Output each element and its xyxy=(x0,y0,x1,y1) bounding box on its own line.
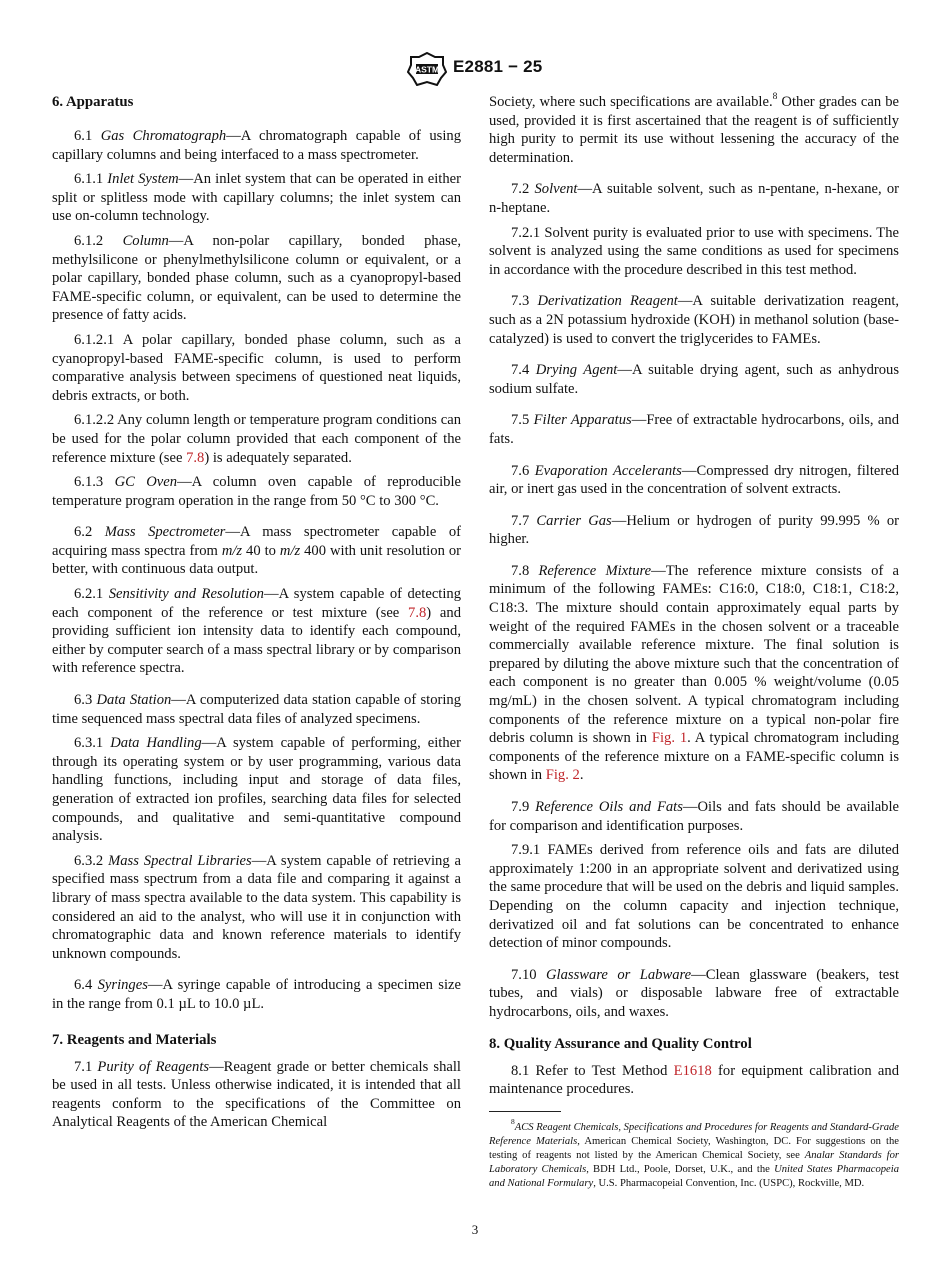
ref-link-7-8[interactable]: 7.8 xyxy=(408,604,427,621)
para-6-2-1: 6.2.1 Sensitivity and Resolution—A system capable of detecting each component of the reference or test mixture (see 7.8) and providing sufficient ion intensity data to identify each compound, either by computer search of a mass spectral library or by comparison with reference spectra. xyxy=(52,586,461,677)
para-7-6: 7.6 Evaporation Accelerants—Compressed dry nitrogen, filtered air, or inert gas used in the concentration of solvent extracts. xyxy=(489,462,900,498)
para-7-10: 7.10 Glassware or Labware—Clean glassware (beakers, test tubes, and vials) or disposable labware free of extractable hydrocarbons, oils, and waxes. xyxy=(489,966,900,1020)
footnote-ref-8[interactable]: 8 xyxy=(772,92,778,103)
para-6-1-1: 6.1.1 Inlet System—An inlet system that can be operated in either split or splitless mode with capillary columns; the inlet system can use on-column technology. xyxy=(52,171,461,225)
para-6-3: 6.3 Data Station—A computerized data station capable of storing time sequenced mass spectral data files of analyzed specimens. xyxy=(52,692,462,727)
para-7-2-1: 7.2.1 Solvent purity is evaluated prior to use with specimens. The solvent is analyzed using the same conditions as used for specimens in accordance with the procedure described in this test method. xyxy=(489,224,899,278)
right-column xyxy=(489,93,899,1197)
svg-text:ASTM: ASTM xyxy=(414,64,440,75)
e1618-link[interactable]: E1618 xyxy=(673,1062,712,1079)
astm-logo-icon xyxy=(407,52,447,86)
fig-1-link[interactable]: Fig. 1 xyxy=(651,730,688,747)
para-7-9: 7.9 Reference Oils and Fats—Oils and fats should be available for comparison and identification purposes. xyxy=(489,799,899,834)
page-number: 3 xyxy=(471,1222,479,1237)
para-6-1: 6.1 Gas Chromatograph—A chromatograph capable of using capillary columns and being interfaced to a mass spectrometer. xyxy=(52,128,462,163)
para-6-3-2: 6.3.2 Mass Spectral Libraries—A system capable of retrieving a specified mass spectrum from a data file and comparing it against a library of mass spectra available to the data system. This capability is considered an aid to the analyst, who will use it in conjunction with chromatographic data and known reference materials to identify unknown compounds. xyxy=(52,852,461,962)
ref-link-7-8[interactable]: 7.8 xyxy=(186,449,205,466)
para-7-1: 7.1 Purity of Reagents—Reagent grade or better chemicals shall be used in all tests. Unless otherwise indicated, it is intended that all reagents conform to the specifications of the Committee on Analytical Reagents of the American Chemical xyxy=(52,1058,461,1131)
para-8-1: 8.1 Refer to Test Method E1618 for equipment calibration and maintenance procedures. xyxy=(489,1062,899,1098)
para-7-3: 7.3 Derivatization Reagent—A suitable derivatization reagent, such as a 2N potassium hydroxide (KOH) in methanol solution (base-catalyzed) is used to convert the triglycerides to FAMEs. xyxy=(489,293,900,347)
fig-2-link[interactable]: Fig. 2 xyxy=(545,767,580,784)
para-7-9-1: 7.9.1 FAMEs derived from reference oils and fats are diluted approximately 1:200 in an appropriate solvent and derivatized using the same procedure that will be used on the debris and liquid samples. Depending on the column capacity and injection technique, derivatized oil and fat solutions can be concentrated to enhance detection of minor compounds. xyxy=(489,842,899,952)
section-6-heading: 6. Apparatus xyxy=(52,94,134,110)
para-6-4: 6.4 Syringes—A syringe capable of introducing a specimen size in the range from 0.1 µL to 10.0 µL. xyxy=(52,977,461,1012)
page-header xyxy=(0,52,950,88)
para-7-7: 7.7 Carrier Gas—Helium or hydrogen of purity 99.995 % or higher. xyxy=(489,512,900,548)
para-7-4: 7.4 Drying Agent—A suitable drying agent, such as anhydrous sodium sulfate. xyxy=(489,362,900,397)
left-column xyxy=(52,93,461,1138)
para-6-2: 6.2 Mass Spectrometer—A mass spectrometer capable of acquiring mass spectra from m/z 40 to m/z 400 with unit resolution or better, with continuous data output. xyxy=(52,524,462,578)
para-7-2: 7.2 Solvent—A suitable solvent, such as n-pentane, n-hexane, or n-heptane. xyxy=(489,181,900,216)
section-8-heading: 8. Quality Assurance and Quality Control xyxy=(489,1035,752,1052)
standard-designation: E2881 − 25 xyxy=(453,57,543,76)
para-7-5: 7.5 Filter Apparatus—Free of extractable hydrocarbons, oils, and fats. xyxy=(489,412,899,447)
para-6-1-2-1: 6.1.2.1 A polar capillary, bonded phase column, such as a cyanopropyl-based FAME-specific column, is used to perform comparative analysis between specimens of questioned neat liquids, debris extracts, or both. xyxy=(52,331,461,404)
para-7-8: 7.8 Reference Mixture—The reference mixture consists of a minimum of the following FAMEs: C16:0, C18:0, C18:1, C18:2, C18:3. The mixture should contain approximately equal parts by weight of the required FAMEs in the chosen solvent or a traceable commercially available reference mixture. The final solution is prepared by diluting the above mixture such that the concentration of each component is no greater than 0.005 % weight/volume (0.05 mg/mL) in the chosen solvent. A typical chromatogram including components of the reference mixture on a typical non-polar fire debris column is shown in Fig. 1. A typical chromatogram including components of the reference mixture on a FAME-specific column is shown in Fig. 2. xyxy=(489,562,900,784)
para-6-1-3: 6.1.3 GC Oven—A column oven capable of reproducible temperature program operation in the range from 50 °C to 300 °C. xyxy=(52,474,461,509)
section-7-heading: 7. Reagents and Materials xyxy=(52,1031,217,1048)
footnote-8: $^8$ACS Reagent Chemicals, Specifications and Procedures for Reagents and Standard-Grade Reference Materials, American Chemical Society, Washington, DC. For suggestions on the testing of reagents not listed by the American Chemical Society, see Analar Standards for Laboratory Chemicals, BDH Ltd., Poole, Dorset, U.K., and the United States Pharmacopeia and National Formulary, U.S. Pharmacopeial Convention, Inc. (USPC), Rockville, MD. xyxy=(489,1117,900,1189)
para-6-1-2-2: 6.1.2.2 Any column length or temperature program conditions can be used for the polar column provided that each component of the reference mixture (see 7.8) is adequately separated. xyxy=(52,412,461,466)
para-6-1-2: 6.1.2 Column—A non-polar capillary, bonded phase, methylsilicone or phenylmethylsilicone column or equivalent, or a polar capillary, bonded phase column, such as a cyanopropyl-based FAME-specific column, or equivalent, can be used to determine the presence of fatty acids. xyxy=(52,232,461,324)
footnote-rule xyxy=(489,1111,561,1112)
para-7-1-continued: Society, where such specifications are available.$^8$ Other grades can be used, provided it is first ascertained that the reagent is of sufficiently high purity to permit its use without lessening the accuracy of the determination. xyxy=(489,92,899,166)
para-6-3-1: 6.3.1 Data Handling—A system capable of performing, either through its operating system or by user programming, various data handling functions, including input and storage of data files, generation of extracted ion profiles, searching data files for selected compounds, and qualitative and semi-quantitative compound analysis. xyxy=(52,735,461,845)
